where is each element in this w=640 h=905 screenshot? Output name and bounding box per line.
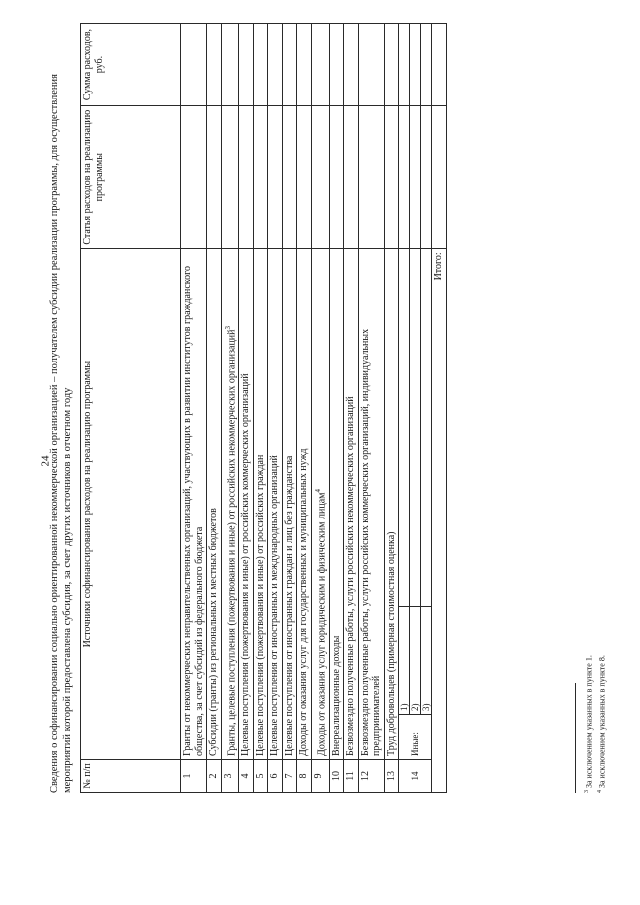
table-row	[207, 24, 222, 793]
row-num: 8	[297, 759, 312, 792]
footnotes	[582, 655, 607, 793]
table-row	[282, 24, 297, 793]
row-article	[239, 106, 254, 249]
page-number: 24	[39, 455, 52, 467]
row-sum	[311, 24, 329, 106]
table-row	[239, 24, 254, 793]
other-source-row	[399, 24, 410, 793]
row-source: Внереализационные доходы	[329, 249, 344, 760]
row-num: 4	[239, 759, 254, 792]
row-source: Доходы от оказания услуг юридическим и физическим лицам$^4$	[311, 249, 329, 760]
header-sum: Сумма расходов, руб.	[81, 24, 181, 106]
header-source: Источники софинансирования расходов на реализацию программы	[81, 249, 181, 760]
row-num: 3	[221, 759, 239, 792]
total-label: Итого:	[432, 249, 447, 793]
other-item-blank	[399, 249, 410, 606]
row-sum	[329, 24, 344, 106]
footnote	[582, 655, 595, 793]
footnote-mark: 3	[584, 790, 590, 793]
row-num: 9	[311, 759, 329, 792]
row-article	[311, 106, 329, 249]
row-num: 6	[268, 759, 283, 792]
row-sum	[207, 24, 222, 106]
row-sum	[358, 24, 384, 106]
row-article	[282, 106, 297, 249]
row-source: Гранты, целевые поступления (пожертвования и иные) от российских некоммерческих организаций$^3$	[221, 249, 239, 760]
row-source: Безвозмездно полученные работы, услуги российских коммерческих организаций, индивидуальных предпринимателей	[358, 249, 384, 760]
footnote-ref: 3	[223, 325, 232, 330]
other-item: 2)	[410, 606, 421, 714]
total-article-cell	[432, 106, 447, 249]
row-source: Целевые поступления (пожертвования и иные) от российских граждан	[253, 249, 268, 760]
other-item-blank	[421, 249, 432, 606]
table-row	[344, 24, 359, 793]
other-item: 3)	[421, 703, 432, 711]
row-sum	[282, 24, 297, 106]
header-article: Статья расходов на реализацию программы	[81, 106, 181, 249]
row-source: Труд добровольцев (примерная стоимостная оценка)	[384, 249, 399, 760]
cofinancing-table	[80, 23, 447, 793]
row-num: 11	[344, 759, 359, 792]
row-article	[253, 106, 268, 249]
row-num: 1	[181, 759, 207, 792]
row-sum	[421, 24, 432, 106]
table-body	[181, 24, 399, 793]
row-article	[221, 106, 239, 249]
total-sum-cell	[432, 24, 447, 106]
row-num: 14	[399, 759, 432, 792]
row-sum	[384, 24, 399, 106]
table-row	[358, 24, 384, 793]
row-source: Целевые поступления от иностранных граждан и лиц без гражданства	[282, 249, 297, 760]
row-num: 10	[329, 759, 344, 792]
row-article	[344, 106, 359, 249]
table-row	[384, 24, 399, 793]
row-article	[268, 106, 283, 249]
table-row	[297, 24, 312, 793]
row-source: Целевые поступления от иностранных и международных организаций	[268, 249, 283, 760]
table-row	[221, 24, 239, 793]
footnote-text: За исключением указанных в пункте 8.	[597, 655, 607, 790]
header-num: № п/п	[81, 759, 181, 792]
table-header-row	[81, 24, 181, 793]
row-sum	[221, 24, 239, 106]
other-item: 1)	[399, 606, 410, 714]
row-num: 7	[282, 759, 297, 792]
row-source: Безвозмездно полученные работы, услуги российских некоммерческих организаций	[344, 249, 359, 760]
row-article	[181, 106, 207, 249]
document-heading: Сведения о софинансировании социально ориентированной некоммерческой организацией – получателем субсидии реализации программы, для осуществления мероприятий которой предоставлена субсидия, за счет других источников в отчетном году	[49, 73, 73, 793]
footnote-text: За исключением указанных в пункте 1.	[584, 655, 594, 790]
row-article	[399, 106, 410, 249]
row-sum	[410, 24, 421, 106]
other-item-blank	[410, 249, 421, 606]
other-source-cell	[399, 249, 432, 760]
row-source: Субсидии (гранты) из региональных и местных бюджетов	[207, 249, 222, 760]
other-sources-body	[399, 24, 432, 793]
table-row	[329, 24, 344, 793]
footnote-divider	[575, 683, 576, 793]
row-num: 13	[384, 759, 399, 792]
row-num: 12	[358, 759, 384, 792]
row-sum	[181, 24, 207, 106]
row-article	[329, 106, 344, 249]
row-sum	[239, 24, 254, 106]
row-sum	[399, 24, 410, 106]
row-num: 5	[253, 759, 268, 792]
row-source: Гранты от некоммерческих неправительственных организаций, участвующих в развитии институтов гражданского общества, за счет субсидий из федерального бюджета	[181, 249, 207, 760]
row-source: Целевые поступления (пожертвования и иные) от российских коммерческих организаций	[239, 249, 254, 760]
row-article	[410, 106, 421, 249]
other-label: Иные:	[399, 714, 431, 759]
table-row	[311, 24, 329, 793]
footnote-ref: 4	[313, 489, 322, 493]
row-article	[384, 106, 399, 249]
footnote	[595, 655, 608, 793]
row-sum	[253, 24, 268, 106]
table-row	[181, 24, 207, 793]
row-num: 2	[207, 759, 222, 792]
footnote-mark: 4	[596, 790, 603, 793]
row-article	[358, 106, 384, 249]
row-sum	[344, 24, 359, 106]
row-source: Доходы от оказания услуг для государственных и муниципальных нужд	[297, 249, 312, 760]
row-article	[421, 106, 432, 249]
row-article	[207, 106, 222, 249]
total-row	[432, 24, 447, 793]
row-article	[297, 106, 312, 249]
table-row	[253, 24, 268, 793]
row-sum	[297, 24, 312, 106]
table-row	[268, 24, 283, 793]
row-sum	[268, 24, 283, 106]
